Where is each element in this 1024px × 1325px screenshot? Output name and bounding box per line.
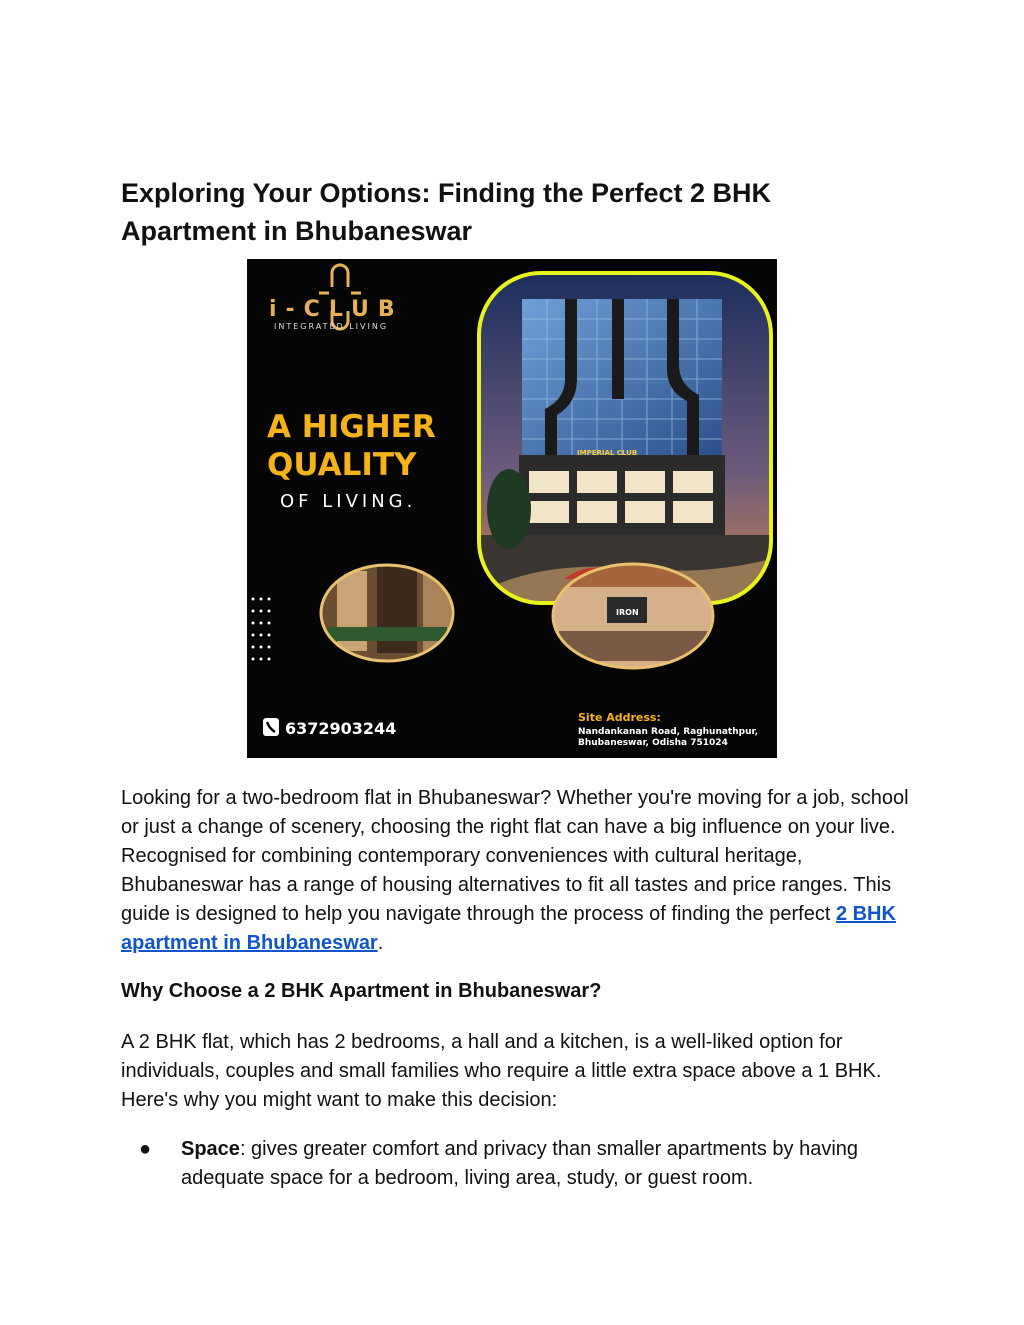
page-title: Exploring Your Options: Finding the Perfect 2 BHK Apartment in Bhubaneswar: [121, 178, 772, 246]
section-paragraph: A 2 BHK flat, which has 2 bedrooms, a hall and a kitchen, is a well-liked option for individuals, couples and small families who require a little extra space above a 1 BHK. Here's why you might want to make this decision:: [121, 1031, 882, 1111]
address-line-2: Bhubaneswar, Odisha 751024: [578, 738, 728, 748]
phone-icon: [263, 718, 279, 736]
address-line-1: Nandankanan Road, Raghunathpur,: [578, 727, 759, 737]
building-photo: [479, 273, 771, 603]
apartment-link[interactable]: 2 BHK apartment in Bhubaneswar: [121, 903, 896, 954]
promo-banner-image: [247, 259, 777, 758]
logo-text: i-CLUB: [269, 297, 404, 322]
building-sign: IMPERIAL CLUB: [577, 449, 638, 457]
decorative-dots: [252, 598, 271, 661]
headline-line-2: QUALITY: [267, 447, 417, 483]
intro-text-end: .: [377, 932, 384, 954]
list-item: [121, 1135, 911, 1193]
bullet-term: Space: [181, 1138, 240, 1160]
intro-text: Looking for a two-bedroom flat in Bhubaneswar? Whether you're moving for a job, school or just a change of scenery, choosing the right flat can have a big influence on your live. Recognised for combining contemporary conveniences with cultural heritage, Bhubaneswar has a range of housing alternatives to fit all tastes and price ranges. This guide is designed to help you navigate through the process of finding the perfect: [121, 787, 909, 925]
bullet-text: : gives greater comfort and privacy than smaller apartments by having adequate space for a bedroom, living area, study, or guest room.: [181, 1138, 859, 1189]
phone-number: 6372903244: [285, 719, 397, 738]
headline-line-3: OF LIVING.: [280, 491, 417, 512]
headline-line-1: A HIGHER: [267, 409, 436, 445]
benefits-list: [121, 1135, 911, 1193]
section-heading: Why Choose a 2 BHK Apartment in Bhubaneswar?: [121, 980, 602, 1002]
address-heading: Site Address:: [578, 711, 661, 724]
lobby-photo: [317, 559, 457, 669]
bullet-marker: ●: [139, 1138, 152, 1160]
logo-subtitle: INTEGRATED LIVING: [274, 322, 389, 331]
gym-sign: IRON: [616, 608, 639, 617]
intro-paragraph: [121, 784, 911, 958]
